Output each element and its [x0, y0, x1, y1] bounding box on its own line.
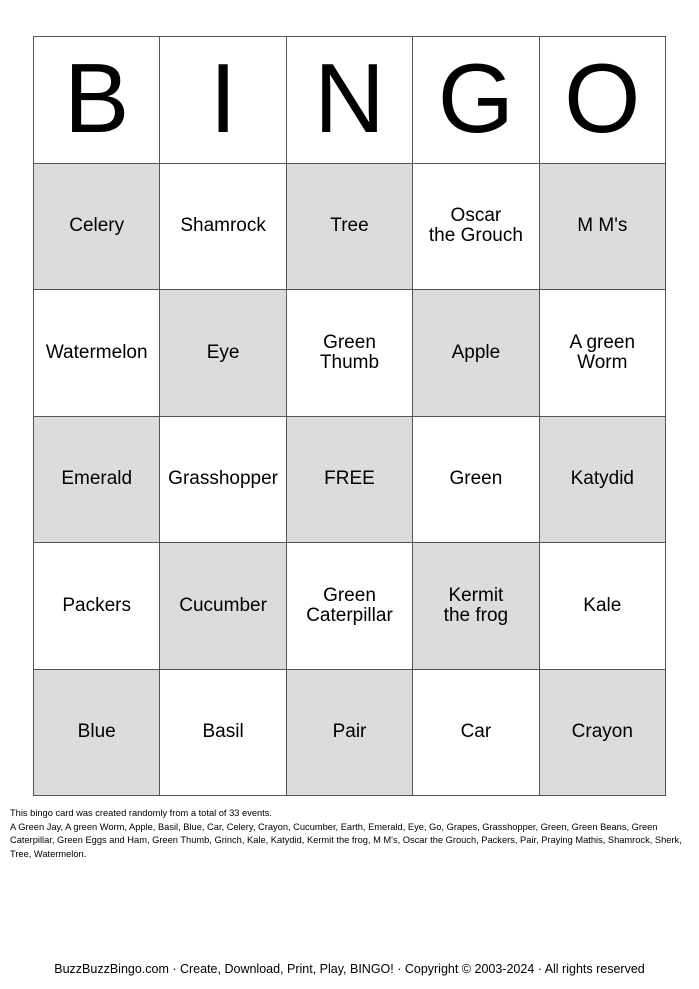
bingo-cell: Car: [413, 670, 539, 797]
bingo-cell: A green Worm: [540, 290, 666, 417]
bingo-cell: Crayon: [540, 670, 666, 797]
header-letter: B: [64, 42, 130, 153]
event-list-note: [10, 807, 690, 861]
note-summary: This bingo card was created randomly from a total of 33 events.: [10, 808, 272, 818]
bingo-cell: Green: [413, 417, 539, 544]
header-cell-g: [413, 37, 539, 164]
header-letter: G: [437, 42, 514, 153]
bingo-cell: M M's: [540, 164, 666, 291]
bingo-cell: Green Caterpillar: [287, 543, 413, 670]
page-footer: BuzzBuzzBingo.com · Create, Download, Print, Play, BINGO! · Copyright © 2003-2024 · All rights reserved: [54, 962, 645, 976]
bingo-cell: Kale: [540, 543, 666, 670]
bingo-cell: Emerald: [34, 417, 160, 544]
header-letter: O: [564, 42, 641, 153]
note-event-list: A Green Jay, A green Worm, Apple, Basil, Blue, Car, Celery, Crayon, Cucumber, Earth, Emerald, Eye, Go, Grapes, Grasshopper, Green, Green Beans, Green Caterpillar, Green Eggs and Ham, Green Thumb, Grinch, Kale, Katydid, Kermit the frog, M M's, Oscar the Grouch, Packers, Pair, Praying Mathis, Shamrock, Sherk, Tree, Watermelon.: [10, 821, 682, 859]
bingo-cell: Cucumber: [160, 543, 286, 670]
header-letter: N: [314, 42, 385, 153]
bingo-cell: Green Thumb: [287, 290, 413, 417]
bingo-cell: Kermit the frog: [413, 543, 539, 670]
bingo-cell: Apple: [413, 290, 539, 417]
bingo-card: [33, 36, 666, 796]
bingo-cell: Celery: [34, 164, 160, 291]
header-cell-o: [540, 37, 666, 164]
free-space-cell: FREE: [287, 417, 413, 544]
header-cell-i: [160, 37, 286, 164]
header-cell-n: [287, 37, 413, 164]
bingo-cell: Oscar the Grouch: [413, 164, 539, 291]
bingo-cell: Basil: [160, 670, 286, 797]
header-cell-b: [34, 37, 160, 164]
bingo-cell: Eye: [160, 290, 286, 417]
bingo-cell: Packers: [34, 543, 160, 670]
bingo-cell: Shamrock: [160, 164, 286, 291]
header-letter: I: [209, 42, 237, 153]
bingo-cell: Katydid: [540, 417, 666, 544]
bingo-cell: Blue: [34, 670, 160, 797]
bingo-cell: Tree: [287, 164, 413, 291]
bingo-cell: Grasshopper: [160, 417, 286, 544]
bingo-cell: Pair: [287, 670, 413, 797]
bingo-cell: Watermelon: [34, 290, 160, 417]
